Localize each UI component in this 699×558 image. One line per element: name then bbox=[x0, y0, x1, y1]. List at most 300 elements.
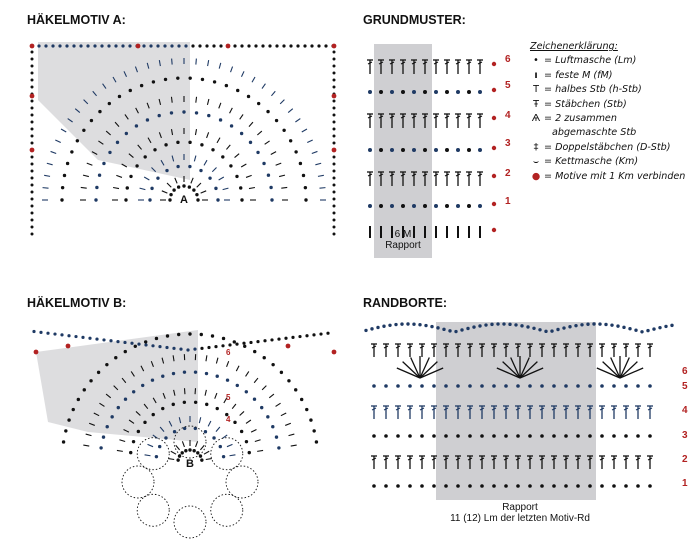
chain-stitch bbox=[624, 384, 628, 388]
chain-stitch bbox=[102, 435, 105, 438]
chain-stitch bbox=[390, 148, 394, 152]
chain-stitch bbox=[300, 398, 303, 401]
chain-stitch bbox=[282, 129, 285, 132]
chain-stitch bbox=[468, 384, 472, 388]
chain-stitch bbox=[445, 148, 449, 152]
chain-stitch bbox=[173, 430, 176, 433]
edge-slip-stitch bbox=[492, 88, 496, 92]
chain-stitch bbox=[144, 340, 147, 343]
chain-stitch bbox=[540, 434, 544, 438]
chain-stitch bbox=[520, 324, 523, 327]
chain-stitch bbox=[496, 322, 499, 325]
chain-stitch bbox=[196, 198, 199, 201]
chain-stitch bbox=[193, 348, 196, 351]
chain-stitch bbox=[63, 174, 66, 177]
stitch-symbol bbox=[236, 366, 239, 371]
chain-stitch bbox=[72, 44, 75, 47]
chain-stitch bbox=[31, 51, 34, 54]
grundmuster-rapport-line2: Rapport bbox=[385, 240, 421, 251]
motif-b-title: HÄKELMOTIV B: bbox=[27, 296, 127, 310]
chain-stitch bbox=[516, 384, 520, 388]
chain-stitch bbox=[61, 186, 64, 189]
chain-stitch bbox=[256, 151, 259, 154]
chain-stitch bbox=[31, 114, 34, 117]
chain-stitch bbox=[528, 384, 532, 388]
stitch-symbol bbox=[395, 406, 401, 419]
chain-stitch bbox=[132, 390, 135, 393]
stitch-symbol bbox=[433, 172, 439, 186]
chain-stitch bbox=[550, 329, 553, 332]
legend-item-hdc bbox=[530, 83, 698, 97]
chain-stitch bbox=[333, 226, 336, 229]
flower-petal bbox=[211, 438, 243, 470]
chain-stitch bbox=[194, 401, 197, 404]
motif-a-center-label: A bbox=[180, 194, 188, 206]
chain-stitch bbox=[31, 177, 34, 180]
chain-stitch bbox=[628, 327, 631, 330]
stitch-symbol bbox=[647, 344, 653, 357]
chain-stitch bbox=[240, 44, 243, 47]
chain-stitch bbox=[155, 337, 158, 340]
chain-stitch bbox=[253, 398, 256, 401]
stitch-symbol bbox=[295, 119, 300, 122]
chain-stitch bbox=[148, 198, 151, 201]
stitch-symbol bbox=[116, 175, 122, 177]
stitch-symbol bbox=[289, 434, 295, 436]
stitch-symbol bbox=[195, 129, 196, 135]
stitch-symbol bbox=[216, 427, 220, 432]
chain-stitch bbox=[212, 44, 215, 47]
chain-stitch bbox=[333, 177, 336, 180]
chain-stitch bbox=[576, 484, 580, 488]
chain-stitch bbox=[370, 327, 373, 330]
chain-stitch bbox=[216, 198, 219, 201]
chain-stitch bbox=[129, 175, 132, 178]
legend-text: = Stäbchen (Stb) bbox=[544, 98, 627, 110]
chain-stitch bbox=[333, 163, 336, 166]
chain-stitch bbox=[612, 384, 616, 388]
chain-stitch bbox=[219, 44, 222, 47]
legend-item-dc bbox=[530, 98, 698, 112]
chain-stitch bbox=[612, 484, 616, 488]
chain-stitch bbox=[484, 323, 487, 326]
chain-stitch bbox=[158, 445, 161, 448]
legend-item-sc bbox=[530, 69, 698, 83]
stitch-symbol bbox=[367, 172, 373, 186]
stitch-symbol bbox=[276, 163, 282, 165]
chain-stitch bbox=[158, 345, 161, 348]
chain-stitch bbox=[467, 148, 471, 152]
chain-stitch bbox=[444, 384, 448, 388]
chain-stitch bbox=[384, 434, 388, 438]
chain-stitch bbox=[129, 451, 132, 454]
motif-b-round-6: 6 bbox=[226, 348, 231, 357]
stitch-symbol bbox=[276, 403, 281, 406]
stitch-symbol bbox=[145, 455, 151, 456]
chain-stitch bbox=[448, 329, 451, 332]
chain-stitch bbox=[432, 484, 436, 488]
stitch-symbol bbox=[477, 114, 483, 128]
chain-stitch bbox=[304, 198, 307, 201]
chain-stitch bbox=[31, 170, 34, 173]
chain-stitch bbox=[266, 110, 269, 113]
chain-stitch bbox=[333, 79, 336, 82]
chain-stitch bbox=[333, 156, 336, 159]
chain-stitch bbox=[179, 348, 182, 351]
chain-stitch bbox=[592, 322, 595, 325]
chain-stitch bbox=[420, 434, 424, 438]
chain-stitch bbox=[261, 44, 264, 47]
chain-stitch bbox=[83, 388, 86, 391]
chain-stitch bbox=[333, 128, 336, 131]
chain-stitch bbox=[31, 58, 34, 61]
stitch-symbol bbox=[255, 440, 261, 442]
chain-stitch bbox=[31, 205, 34, 208]
chain-stitch bbox=[382, 325, 385, 328]
chain-stitch bbox=[472, 325, 475, 328]
chain-stitch bbox=[333, 65, 336, 68]
chain-stitch bbox=[114, 44, 117, 47]
stitch-symbol bbox=[246, 175, 252, 177]
stitch-symbol bbox=[194, 156, 196, 162]
chain-stitch bbox=[74, 335, 77, 338]
stitch-symbol bbox=[466, 172, 472, 186]
legend-text: = Motive mit 1 Km verbinden bbox=[544, 170, 686, 182]
stitch-symbol bbox=[383, 456, 389, 469]
chain-stitch bbox=[31, 86, 34, 89]
chain-stitch bbox=[176, 76, 179, 79]
chain-stitch bbox=[658, 326, 661, 329]
chain-stitch bbox=[576, 384, 580, 388]
legend-text: = feste M (fM) bbox=[544, 69, 613, 81]
chain-stitch bbox=[299, 162, 302, 165]
chain-stitch bbox=[31, 191, 34, 194]
chain-stitch bbox=[163, 44, 166, 47]
chain-stitch bbox=[333, 219, 336, 222]
grundmuster-rapport-label bbox=[374, 229, 432, 251]
grundmuster-rapport-line1: 6 M bbox=[394, 229, 412, 240]
stitch-symbol bbox=[171, 451, 176, 454]
chain-stitch bbox=[333, 107, 336, 110]
chain-stitch bbox=[263, 339, 266, 342]
stitch-symbol bbox=[201, 191, 207, 193]
single-crochet-icon: ı bbox=[534, 69, 538, 81]
chain-stitch bbox=[205, 372, 208, 375]
fan-stitch bbox=[620, 362, 637, 378]
chain-stitch bbox=[309, 418, 312, 421]
chain-stitch bbox=[624, 434, 628, 438]
chain-stitch bbox=[456, 434, 460, 438]
chain-stitch bbox=[233, 340, 236, 343]
chain-stitch bbox=[478, 90, 482, 94]
chain-stitch bbox=[333, 114, 336, 117]
stitch-symbol bbox=[302, 129, 307, 132]
chain-stitch bbox=[423, 148, 427, 152]
chain-stitch bbox=[109, 339, 112, 342]
stitch-symbol bbox=[176, 445, 180, 450]
chain-stitch bbox=[305, 334, 308, 337]
chain-stitch bbox=[196, 451, 199, 454]
chain-stitch bbox=[305, 408, 308, 411]
chain-stitch bbox=[368, 90, 372, 94]
chain-stitch bbox=[240, 132, 243, 135]
chain-stitch bbox=[164, 436, 167, 439]
stitch-symbol bbox=[86, 434, 92, 436]
chain-stitch bbox=[282, 44, 285, 47]
chain-stitch bbox=[205, 403, 208, 406]
stitch-symbol bbox=[246, 420, 251, 423]
stitch-symbol bbox=[51, 151, 57, 153]
chain-stitch bbox=[124, 350, 127, 353]
chain-stitch bbox=[390, 90, 394, 94]
chain-stitch bbox=[636, 484, 640, 488]
chain-stitch bbox=[89, 379, 92, 382]
chain-stitch bbox=[146, 118, 149, 121]
chain-stitch bbox=[296, 44, 299, 47]
slip-stitch-icon: ⌣ bbox=[532, 156, 540, 168]
chain-stitch bbox=[600, 484, 604, 488]
flower-petal bbox=[226, 466, 258, 498]
chain-stitch bbox=[77, 398, 80, 401]
stitch-symbol bbox=[219, 103, 221, 109]
stitch-symbol bbox=[81, 187, 87, 188]
stitch-symbol bbox=[444, 114, 450, 128]
chain-stitch bbox=[211, 334, 214, 337]
stitch-symbol bbox=[280, 100, 284, 104]
chain-stitch bbox=[201, 78, 204, 81]
chain-stitch bbox=[514, 323, 517, 326]
chain-stitch bbox=[478, 324, 481, 327]
chain-stitch bbox=[198, 44, 201, 47]
stitch-symbol bbox=[623, 456, 629, 469]
stitch-symbol bbox=[249, 187, 255, 188]
chain-stitch bbox=[183, 370, 186, 373]
chain-stitch bbox=[456, 148, 460, 152]
chain-stitch bbox=[182, 184, 185, 187]
chain-stitch bbox=[333, 51, 336, 54]
randborte-rapport-shade bbox=[436, 322, 596, 500]
chain-stitch bbox=[580, 323, 583, 326]
stitch-symbol bbox=[215, 393, 217, 399]
chain-stitch bbox=[412, 323, 415, 326]
fan-stitch bbox=[420, 362, 437, 378]
chain-stitch bbox=[372, 434, 376, 438]
chain-stitch bbox=[480, 484, 484, 488]
stitch-symbol bbox=[269, 394, 274, 398]
stitch-symbol bbox=[455, 172, 461, 186]
stitch-symbol bbox=[140, 188, 146, 190]
chain-stitch bbox=[333, 58, 336, 61]
chain-stitch bbox=[65, 44, 68, 47]
chain-stitch bbox=[291, 336, 294, 339]
chain-stitch bbox=[200, 333, 203, 336]
randborte-rapport-line2: 11 (12) Lm der letzten Motiv-Rd bbox=[450, 513, 590, 524]
gm-row-5: 5 bbox=[505, 80, 511, 91]
chain-stitch bbox=[372, 384, 376, 388]
chain-stitch bbox=[158, 114, 161, 117]
stitch-symbol bbox=[315, 163, 321, 165]
chain-stitch bbox=[604, 323, 607, 326]
rb-row-2: 2 bbox=[682, 454, 688, 465]
chain-stitch bbox=[212, 436, 215, 439]
chain-stitch bbox=[478, 148, 482, 152]
chain-stitch bbox=[79, 44, 82, 47]
grundmuster-diagram bbox=[360, 40, 500, 260]
chain-stitch bbox=[97, 371, 100, 374]
stitch-symbol bbox=[251, 429, 256, 432]
chain-stitch bbox=[37, 44, 40, 47]
stitch-symbol bbox=[117, 450, 123, 451]
chain-stitch bbox=[150, 187, 153, 190]
stitch-symbol bbox=[466, 60, 472, 74]
stitch-symbol bbox=[113, 187, 119, 188]
randborte-rapport-label bbox=[420, 502, 620, 524]
stitch-symbol bbox=[208, 60, 209, 66]
chain-stitch bbox=[183, 427, 186, 430]
stitch-symbol bbox=[240, 411, 244, 415]
chain-stitch bbox=[161, 375, 164, 378]
chain-stitch bbox=[454, 330, 457, 333]
legend-text: = Doppelstäbchen (D-Stb) bbox=[544, 141, 671, 153]
chain-stitch bbox=[390, 204, 394, 208]
chain-stitch bbox=[564, 484, 568, 488]
chain-stitch bbox=[432, 434, 436, 438]
chain-stitch bbox=[456, 204, 460, 208]
chain-stitch bbox=[588, 484, 592, 488]
chain-stitch bbox=[586, 323, 589, 326]
chain-stitch bbox=[161, 407, 164, 410]
chain-stitch bbox=[126, 186, 129, 189]
stitch-symbol bbox=[55, 140, 60, 143]
chain-stitch bbox=[260, 406, 263, 409]
stitch-symbol bbox=[285, 423, 291, 425]
chain-stitch bbox=[253, 350, 256, 353]
chain-stitch bbox=[516, 484, 520, 488]
chain-stitch bbox=[236, 89, 239, 92]
chain-stitch bbox=[94, 198, 97, 201]
legend-text: = Kettmasche (Km) bbox=[544, 156, 639, 168]
chain-stitch bbox=[456, 484, 460, 488]
stitch-symbol bbox=[371, 406, 377, 419]
chain-stitch bbox=[31, 100, 34, 103]
chain-stitch bbox=[492, 484, 496, 488]
chain-stitch bbox=[556, 328, 559, 331]
chain-stitch bbox=[636, 434, 640, 438]
chain-stitch bbox=[271, 425, 274, 428]
chain-stitch bbox=[144, 343, 147, 346]
stitch-symbol bbox=[599, 406, 605, 419]
stitch-symbol bbox=[318, 175, 324, 176]
rb-row-5: 5 bbox=[682, 381, 688, 392]
chain-stitch bbox=[324, 44, 327, 47]
chain-stitch bbox=[648, 434, 652, 438]
stitch-symbol bbox=[252, 77, 255, 82]
stitch-symbol bbox=[162, 191, 168, 193]
stitch-symbol bbox=[232, 404, 236, 409]
legend-heading: Zeichenerklärung: bbox=[530, 41, 618, 52]
chain-stitch bbox=[228, 343, 231, 346]
join-point bbox=[66, 344, 71, 349]
stitch-symbol bbox=[43, 188, 49, 189]
chain-stitch bbox=[412, 148, 416, 152]
chain-stitch bbox=[222, 455, 225, 458]
chain-stitch bbox=[289, 139, 292, 142]
motif-b-round-5: 5 bbox=[226, 393, 231, 402]
chain-stitch bbox=[368, 148, 372, 152]
chain-stitch bbox=[408, 484, 412, 488]
chain-stitch bbox=[172, 403, 175, 406]
stitch-symbol bbox=[119, 440, 125, 442]
chain-stitch bbox=[516, 434, 520, 438]
chain-stitch bbox=[213, 80, 216, 83]
chain-stitch bbox=[412, 90, 416, 94]
legend-text: = Luftmasche (Lm) bbox=[544, 55, 637, 67]
chain-stitch bbox=[200, 458, 203, 461]
chain-stitch bbox=[221, 155, 224, 158]
chain-stitch bbox=[670, 324, 673, 327]
stitch-symbol bbox=[288, 109, 293, 113]
chain-stitch bbox=[207, 114, 210, 117]
join-point bbox=[34, 350, 39, 355]
stitch-symbol bbox=[191, 178, 193, 184]
gm-row-4: 4 bbox=[505, 110, 511, 121]
chain-stitch bbox=[467, 90, 471, 94]
chain-stitch bbox=[117, 406, 120, 409]
stitch-symbol bbox=[227, 444, 233, 446]
chain-stitch bbox=[239, 186, 242, 189]
stitch-symbol bbox=[208, 421, 211, 426]
chain-stitch bbox=[186, 348, 189, 351]
chain-stitch bbox=[67, 418, 70, 421]
chain-stitch bbox=[492, 434, 496, 438]
gm-row-2: 2 bbox=[505, 168, 511, 179]
chain-stitch bbox=[124, 198, 127, 201]
chain-stitch bbox=[151, 379, 154, 382]
chain-stitch bbox=[243, 345, 246, 348]
stitch-symbol bbox=[241, 164, 246, 167]
chain-stitch bbox=[140, 84, 143, 87]
chain-stitch bbox=[135, 164, 138, 167]
chain-stitch bbox=[165, 346, 168, 349]
chain-stitch bbox=[456, 384, 460, 388]
flower-petal bbox=[211, 494, 243, 526]
rb-row-6: 6 bbox=[682, 366, 688, 377]
chain-stitch bbox=[106, 425, 109, 428]
chain-stitch bbox=[177, 185, 180, 188]
chain-stitch bbox=[540, 484, 544, 488]
chain-stitch bbox=[610, 323, 613, 326]
stitch-symbol bbox=[212, 167, 216, 171]
chain-stitch bbox=[164, 143, 167, 146]
stitch-symbol bbox=[281, 187, 287, 188]
chain-stitch bbox=[31, 79, 34, 82]
dc2tog-icon: Ѧ bbox=[531, 113, 541, 125]
randborte-title: RANDBORTE: bbox=[363, 296, 448, 310]
chain-stitch bbox=[401, 90, 405, 94]
stitch-symbol bbox=[265, 141, 270, 144]
stitch-symbol bbox=[148, 444, 154, 446]
chain-stitch bbox=[132, 440, 135, 443]
chain-stitch bbox=[130, 342, 133, 345]
chain-stitch bbox=[110, 415, 113, 418]
chain-stitch bbox=[263, 356, 266, 359]
chain-stitch bbox=[270, 338, 273, 341]
chain-stitch bbox=[204, 430, 207, 433]
chain-stitch bbox=[317, 44, 320, 47]
chain-stitch bbox=[31, 198, 34, 201]
chain-stitch bbox=[315, 440, 318, 443]
flower-petal bbox=[174, 506, 206, 538]
